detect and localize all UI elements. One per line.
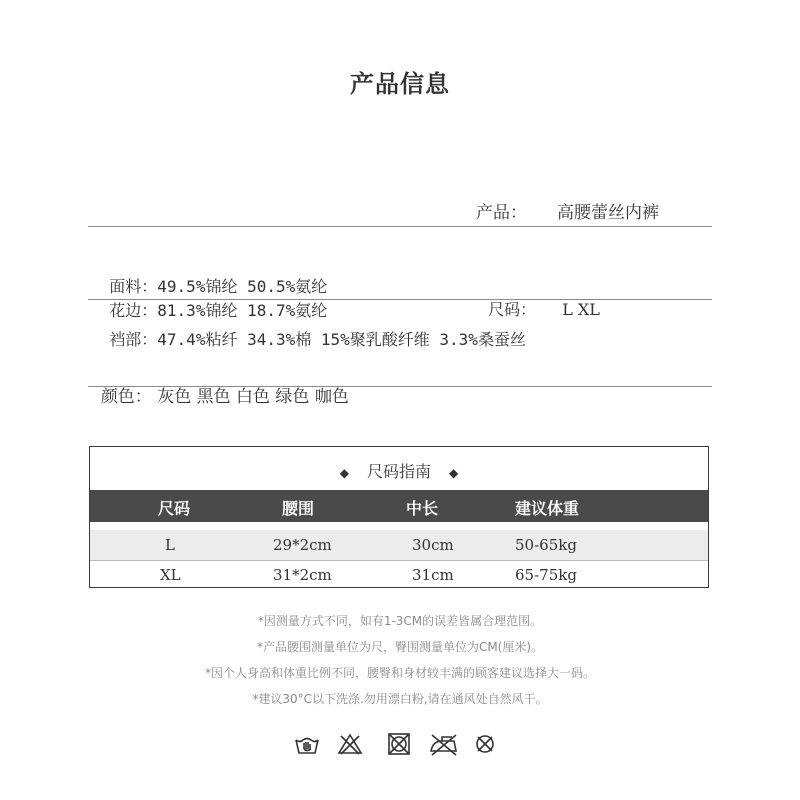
header-weight: 建议体重 xyxy=(515,499,580,518)
cell-waist: 29*2cm xyxy=(273,536,332,554)
spec-fabric-label: 面料： xyxy=(109,277,158,296)
diamond-icon: ◆ xyxy=(449,466,459,480)
no-iron-icon xyxy=(428,731,460,757)
divider xyxy=(88,386,712,387)
header-length: 中长 xyxy=(406,499,439,518)
cell-length: 31cm xyxy=(412,566,454,584)
spec-lace-value: 81.3%锦纶 18.7%氨纶 xyxy=(157,301,328,320)
product-label: 产品： xyxy=(476,203,527,223)
colors-label: 颜色： xyxy=(100,387,152,407)
no-tumble-dry-icon xyxy=(386,731,412,757)
spec-crotch-value: 47.4%粘纤 34.3%棉 15%聚乳酸纤维 3.3%桑蚕丝 xyxy=(157,330,526,349)
spec-lace-label: 花边： xyxy=(109,301,158,320)
header-size: 尺码 xyxy=(158,499,191,518)
size-guide-title-text: 尺码指南 xyxy=(366,462,431,481)
divider xyxy=(88,299,712,300)
divider xyxy=(88,226,712,227)
size-guide-title xyxy=(89,459,709,482)
note-size-advice: *因个人身高和体重比例不同，腰臀和身材较丰满的顾客建议选择大一码。 xyxy=(204,666,595,680)
row-divider xyxy=(90,560,708,561)
no-dry-clean-icon xyxy=(472,731,498,757)
cell-size: XL xyxy=(160,566,181,584)
diamond-icon: ◆ xyxy=(339,466,349,480)
cell-weight: 50-65kg xyxy=(515,536,577,554)
note-tolerance: *因测量方式不同，如有1-3CM的误差皆属合理范围。 xyxy=(257,614,543,628)
cell-size: L xyxy=(165,536,175,554)
product-name xyxy=(476,198,659,223)
spec-crotch-label: 裆部： xyxy=(109,330,158,349)
product-value: 高腰蕾丝内裤 xyxy=(557,203,659,223)
cell-length: 30cm xyxy=(412,536,454,554)
cell-waist: 31*2cm xyxy=(273,566,332,584)
note-units: *产品腰围测量单位为尺，臀围测量单位为CM(厘米)。 xyxy=(256,640,544,654)
table-row xyxy=(90,530,708,560)
spec-size-label: 尺码： xyxy=(488,300,537,319)
hand-wash-icon xyxy=(294,731,320,757)
page-title: 产品信息 xyxy=(350,70,450,98)
spec-colors xyxy=(90,362,349,407)
note-washing: *建议30°C以下洗涤.勿用漂白粉,请在通风处自然风干。 xyxy=(252,692,548,706)
cell-weight: 65-75kg xyxy=(515,566,577,584)
spec-fabric-value: 49.5%锦纶 50.5%氨纶 xyxy=(157,277,328,296)
header-waist: 腰围 xyxy=(282,499,315,518)
no-bleach-icon xyxy=(337,731,363,757)
colors-value: 灰色 黑色 白色 绿色 咖色 xyxy=(157,387,349,407)
spec-size-value: L XL xyxy=(562,300,600,319)
spec-crotch xyxy=(90,308,526,350)
